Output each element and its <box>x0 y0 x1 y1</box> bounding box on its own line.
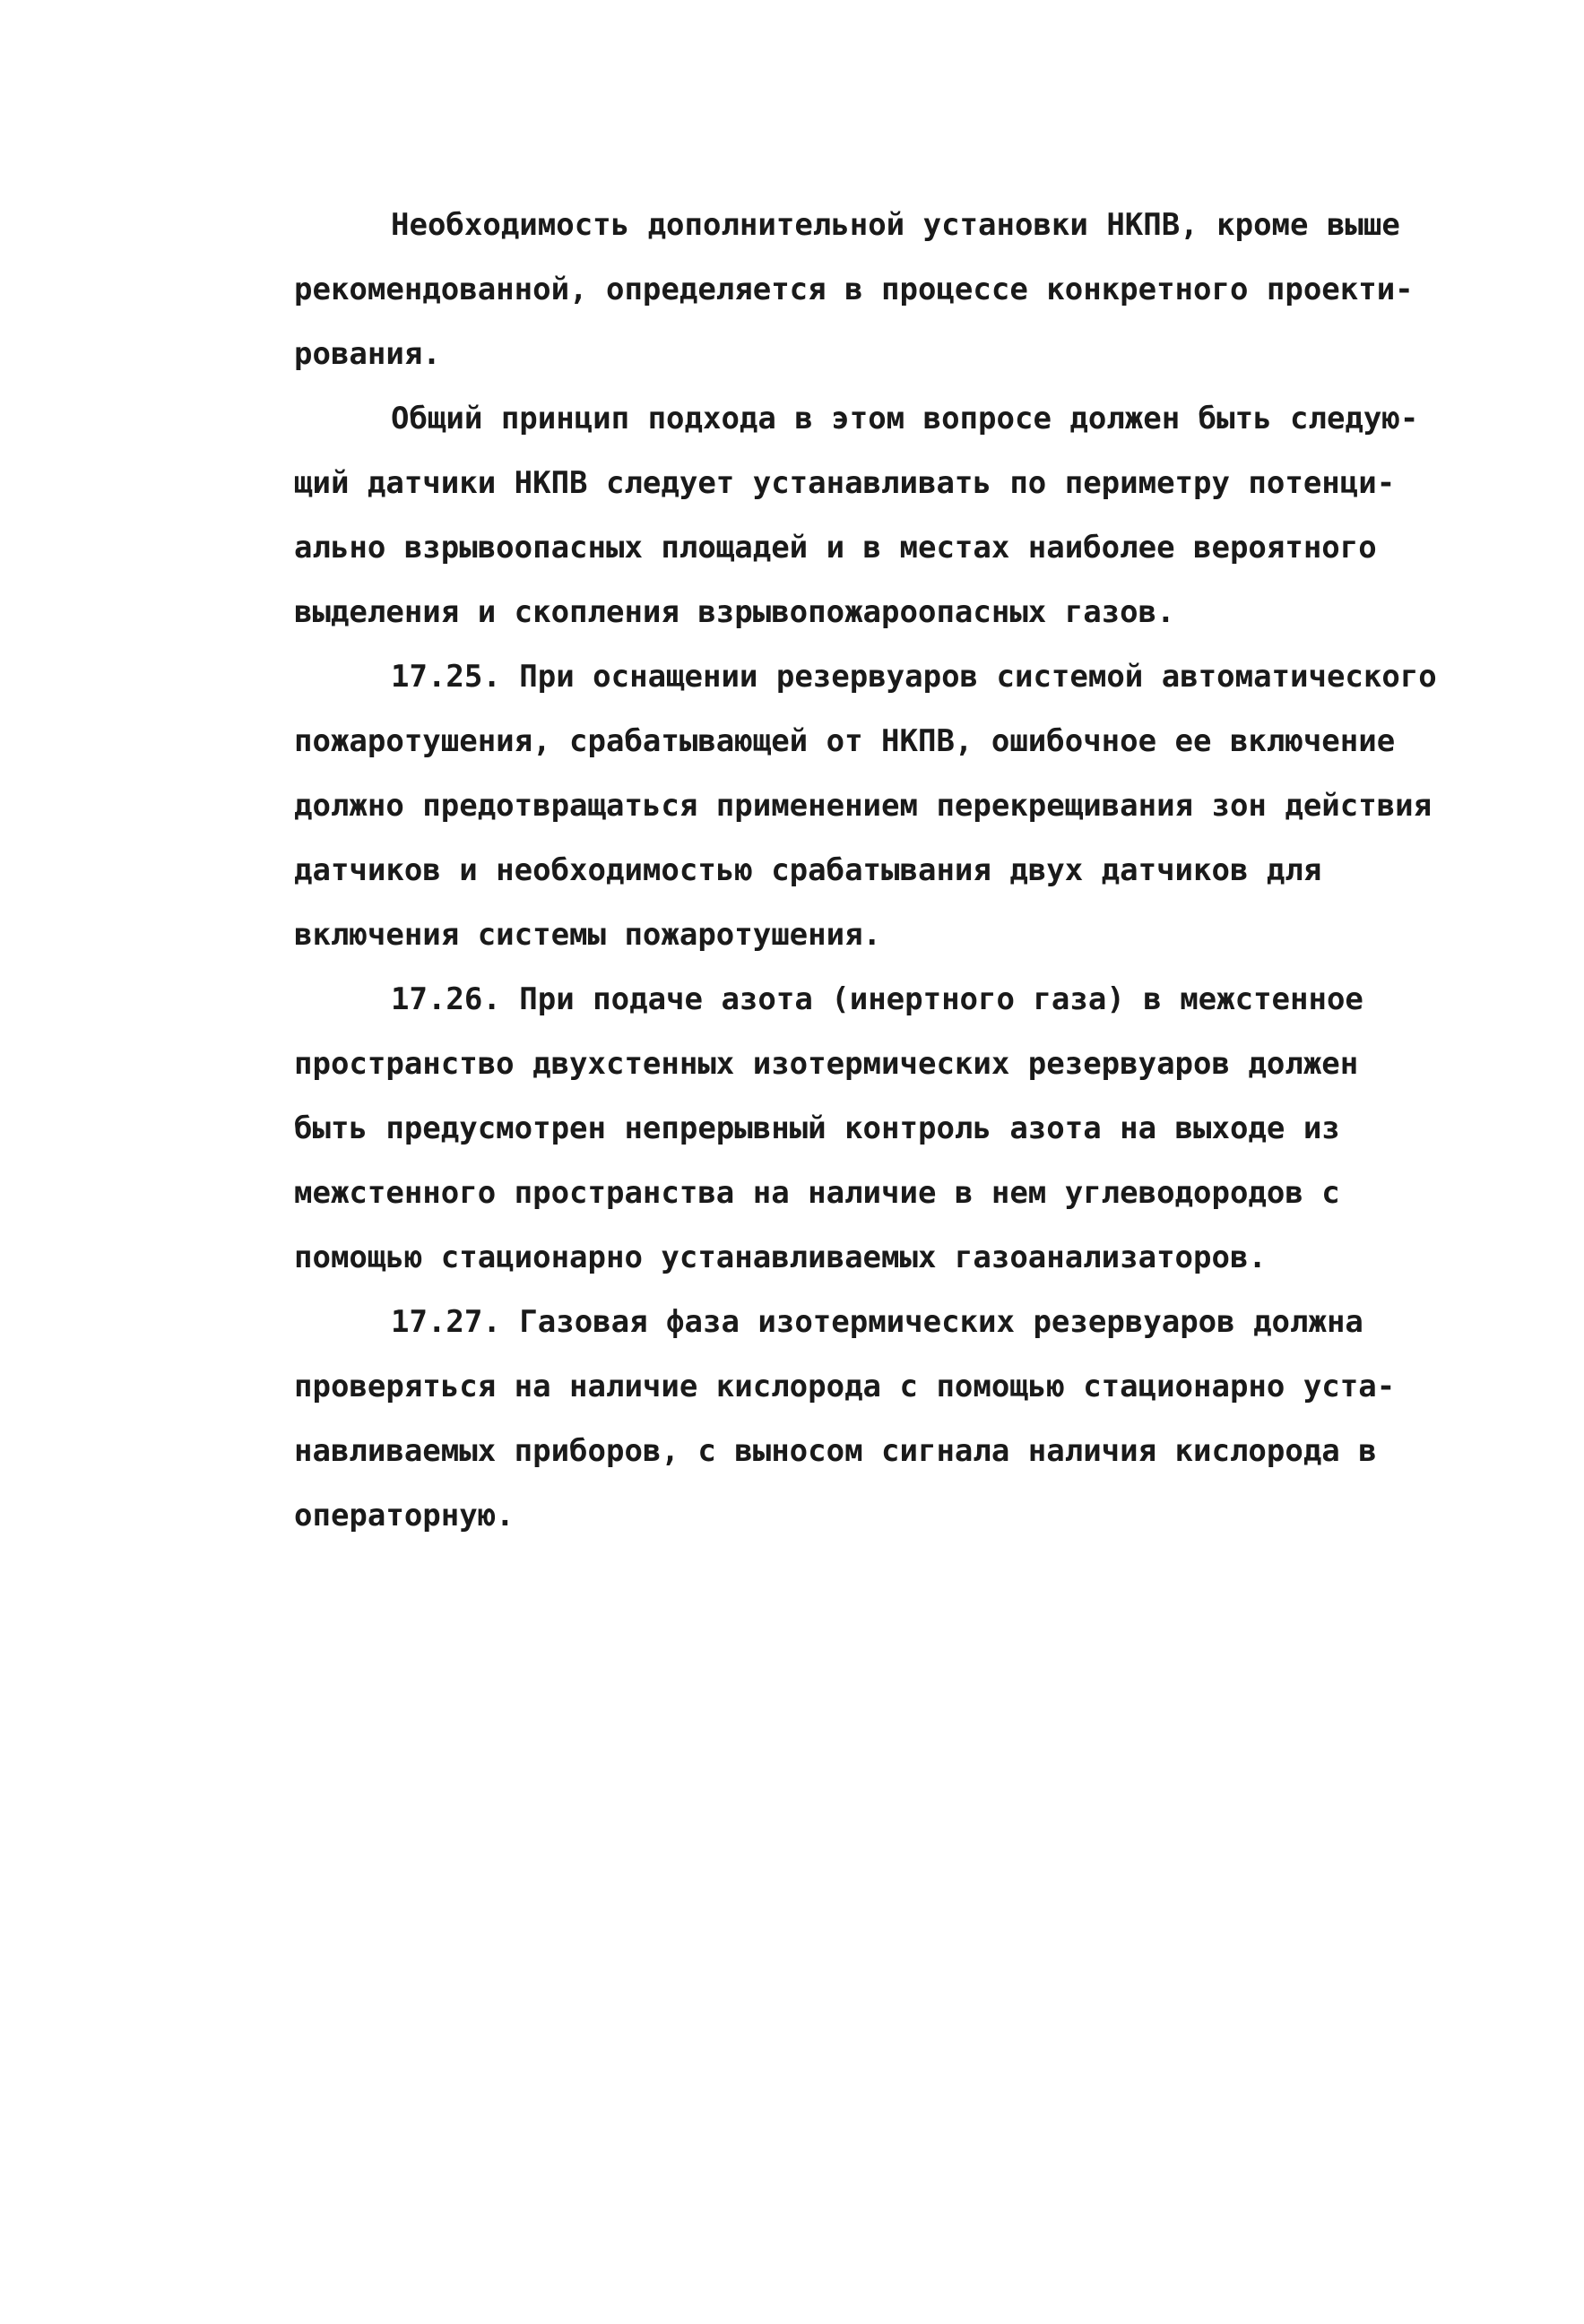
text-line: пространство двухстенных изотермических резервуаров должен <box>294 1046 1359 1082</box>
document-body <box>294 193 1477 1548</box>
text-line: проверяться на наличие кислорода с помощью стационарно уста- <box>294 1369 1396 1404</box>
text-line: помощью стационарно устанавливаемых газоанализаторов. <box>294 1240 1267 1275</box>
text-line: Необходимость дополнительной установки НКПВ, кроме выше <box>391 207 1400 243</box>
text-line: Общий принцип подхода в этом вопросе должен быть следую- <box>391 401 1419 436</box>
text-line: 17.27. Газовая фаза изотермических резервуаров должна <box>391 1304 1363 1340</box>
text-line: рекомендованной, определяется в процессе конкретного проекти- <box>294 272 1414 307</box>
text-line: быть предусмотрен непрерывный контроль азота на выходе из <box>294 1110 1340 1146</box>
text-line: межстенного пространства на наличие в нем углеводородов с <box>294 1175 1340 1211</box>
text-line: выделения и скопления взрывопожароопасных газов. <box>294 594 1175 630</box>
text-line: 17.26. При подаче азота (инертного газа) в межстенное <box>391 981 1363 1017</box>
text-line: включения системы пожаротушения. <box>294 917 882 953</box>
text-line: пожаротушения, срабатывающей от НКПВ, ошибочное ее включение <box>294 723 1396 759</box>
text-line: щий датчики НКПВ следует устанавливать по периметру потенци- <box>294 465 1396 501</box>
text-line: датчиков и необходимостью срабатывания двух датчиков для <box>294 852 1322 888</box>
text-line: рования. <box>294 336 441 372</box>
text-line: операторную. <box>294 1498 515 1533</box>
text-line: ально взрывоопасных площадей и в местах наиболее вероятного <box>294 530 1377 566</box>
text-line: должно предотвращаться применением перекрещивания зон действия <box>294 788 1433 824</box>
text-line: навливаемых приборов, с выносом сигнала наличия кислорода в <box>294 1433 1377 1469</box>
text-line: 17.25. При оснащении резервуаров системой автоматического <box>391 659 1437 695</box>
